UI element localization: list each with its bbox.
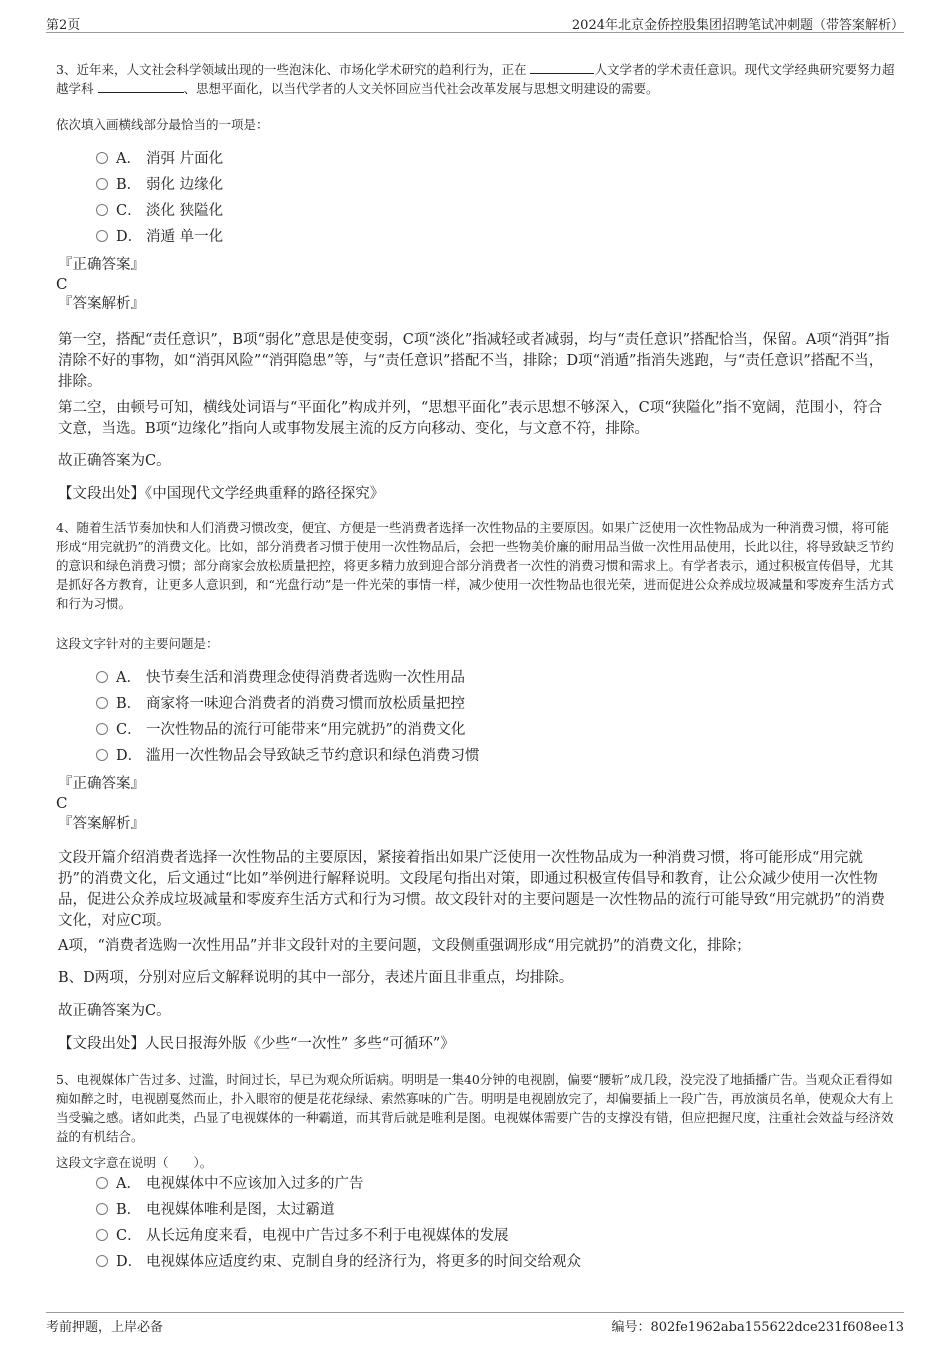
question-5-text: 5、电视媒体广告过多、过滥，时间过长，早已为观众所诟病。明明是一集40分钟的电视剧，偏要“腰斩”成几段，没完没了地插播广告。当观众正看得如痴如醉之时，电视剧戛然而止，扑入眼帘的便是花花绿绿、索然寡味的广告。明明是电视剧放完了，却偏要插上一段广告，再放演员名单，使观众大有上当受骗之感。诸如此类，凸显了电视媒体的一种霸道，而其背后就是唯利是图。电视媒体需要广告的支撑没有错，但应把握尺度，注重社会效益与经济效益的有机结合。 — [56, 1072, 894, 1144]
option-c[interactable]: C． 从长远角度来看，电视中广告过多不利于电视媒体的发展 — [96, 1225, 509, 1247]
radio-icon[interactable] — [96, 749, 108, 761]
radio-icon[interactable] — [96, 178, 108, 190]
blank-line — [530, 61, 594, 74]
option-d[interactable]: D． 消遁 单一化 — [96, 226, 223, 248]
option-a[interactable]: A． 电视媒体中不应该加入过多的广告 — [96, 1173, 364, 1195]
radio-icon[interactable] — [96, 671, 108, 683]
option-c[interactable]: C． 淡化 狭隘化 — [96, 200, 223, 222]
radio-icon[interactable] — [96, 1177, 108, 1189]
page-footer — [46, 1312, 904, 1337]
analysis-paragraph: 文段开篇介绍消费者选择一次性物品的主要原因，紧接着指出如果广泛使用一次性物品成为一种消费习惯，将可能形成“用完就扔”的消费文化，后文通过“比如”举例进行解释说明。文段尾句指出对策，即通过积极宣传倡导和教育，让公众减少使用一次性物品，促进公众养成垃圾减量和零废弃生活方式和行为习惯。故文段针对的主要问题是一次性物品的流行可能导致“用完就扔”的消费文化，对应C项。 — [58, 850, 885, 929]
option-b[interactable]: B． 弱化 边缘化 — [96, 174, 223, 196]
radio-icon[interactable] — [96, 152, 108, 164]
source-citation: 【文段出处】《中国现代文学经典重释的路径探究》 — [58, 486, 385, 502]
radio-icon[interactable] — [96, 204, 108, 216]
question-3-prompt: 依次填入画横线部分最恰当的一项是： — [56, 117, 269, 132]
answer-value: C — [56, 794, 68, 812]
analysis-conclusion: 故正确答案为C。 — [58, 1003, 171, 1019]
option-d[interactable]: D． 滥用一次性物品会导致缺乏节约意识和绿色消费习惯 — [96, 745, 480, 767]
option-d[interactable]: D． 电视媒体应适度约束、克制自身的经济行为，将更多的时间交给观众 — [96, 1251, 581, 1273]
analysis-label: 『答案解析』 — [58, 816, 145, 832]
question-4-prompt: 这段文字针对的主要问题是： — [56, 636, 219, 651]
question-5-prompt: 这段文字意在说明（ ）。 — [56, 1155, 213, 1170]
page-header — [46, 12, 904, 33]
analysis-paragraph: A项，“消费者选购一次性用品”并非文段针对的主要问题，文段侧重强调形成“用完就扔”的消费文化，排除； — [58, 938, 751, 954]
radio-icon[interactable] — [96, 230, 108, 242]
radio-icon[interactable] — [96, 723, 108, 735]
radio-icon[interactable] — [96, 1229, 108, 1241]
option-a[interactable]: A． 消弭 片面化 — [96, 148, 223, 170]
analysis-paragraph: 第一空，搭配“责任意识”，B项“弱化”意思是使变弱，C项“淡化”指减轻或者减弱，均与“责任意识”搭配恰当，保留。A项“消弭”指清除不好的事物，如“消弭风险”“消弭隐患”等，与“责任意识”搭配不当，排除；D项“消遁”指消失逃跑，与“责任意识”搭配不当，排除。 — [58, 332, 890, 390]
footer-slogan: 考前押题，上岸必备 — [46, 1320, 164, 1335]
analysis-paragraph: B、D两项，分别对应后文解释说明的其中一部分，表述片面且非重点，均排除。 — [58, 970, 574, 986]
analysis-label: 『答案解析』 — [58, 296, 145, 312]
analysis-paragraph: 第二空，由顿号可知，横线处词语与“平面化”构成并列，“思想平面化”表示思想不够深入，C项“狭隘化”指不宽阔，范围小，符合文意，当选。B项“边缘化”指向人或事物发展主流的反方向移动、变化，与文意不符，排除。 — [58, 400, 883, 437]
analysis-conclusion: 故正确答案为C。 — [58, 453, 171, 469]
document-id: 编号：802fe1962aba155622dce231f608ee13 — [611, 1320, 904, 1335]
question-3-text: 3、近年来，人文社会科学领域出现的一些泡沫化、市场化学术研究的趋利行为，正在 人文学者的学术责任意识。现代文学经典研究要努力超越学科 、思想平面化，以当代学者的人文关怀回应当代社会改革发展与思想文明建设的需要。 — [56, 62, 895, 96]
radio-icon[interactable] — [96, 697, 108, 709]
option-c[interactable]: C． 一次性物品的流行可能带来“用完就扔”的消费文化 — [96, 719, 465, 741]
page-number: 第2页 — [46, 18, 81, 33]
answer-label: 『正确答案』 — [58, 776, 145, 792]
answer-value: C — [56, 275, 68, 293]
option-b[interactable]: B． 商家将一味迎合消费者的消费习惯而放松质量把控 — [96, 693, 465, 715]
document-title: 2024年北京金侨控股集团招聘笔试冲刺题（带答案解析） — [571, 18, 904, 33]
answer-label: 『正确答案』 — [58, 257, 145, 273]
option-a[interactable]: A． 快节奏生活和消费理念使得消费者选购一次性用品 — [96, 667, 465, 689]
source-citation: 【文段出处】人民日报海外版《少些“一次性” 多些“可循环”》 — [58, 1036, 455, 1052]
blank-line — [98, 80, 184, 93]
question-4-text: 4、随着生活节奏加快和人们消费习惯改变，便宜、方便是一些消费者选择一次性物品的主要原因。如果广泛使用一次性物品成为一种消费习惯，将可能形成“用完就扔”的消费文化。比如，部分消费者习惯于使用一次性物品后，会把一些物美价廉的耐用品当做一次性用品使用，长此以往，将导致缺乏节约的意识和绿色消费习惯；部分商家会放松质量把控，将更多精力放到迎合部分消费者一次性的消费习惯和需求上。有学者表示，通过积极宣传倡导，尤其是抓好各方教育，让更多人意识到，和“光盘行动”是一件光荣的事情一样，减少使用一次性物品也很光荣，进而促进公众养成垃圾减量和零废弃生活方式和行为习惯。 — [56, 520, 894, 611]
option-b[interactable]: B． 电视媒体唯利是图，太过霸道 — [96, 1199, 335, 1221]
radio-icon[interactable] — [96, 1255, 108, 1267]
radio-icon[interactable] — [96, 1203, 108, 1215]
